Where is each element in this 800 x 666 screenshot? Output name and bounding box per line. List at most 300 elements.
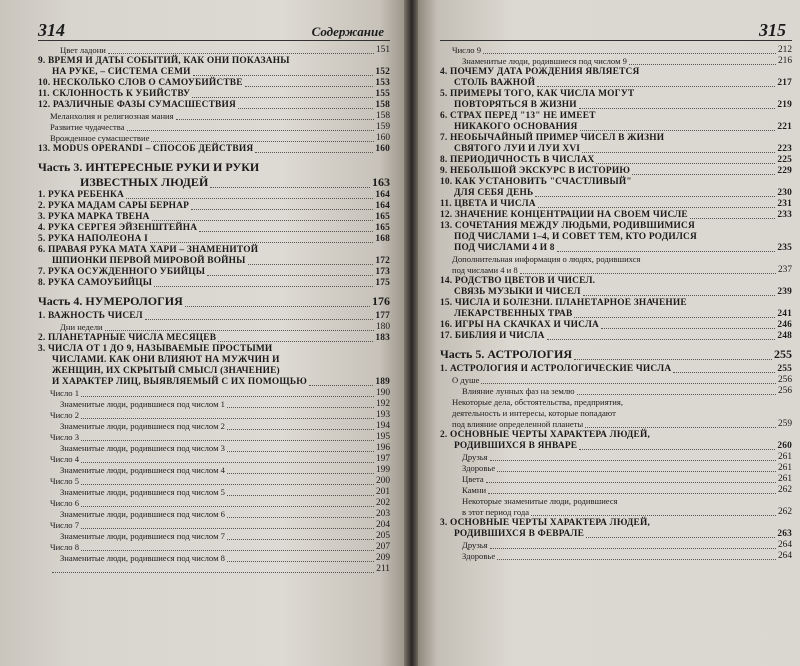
toc-entry-title: НА РУКЕ, – СИСТЕМА СЕМИ: [52, 67, 191, 77]
toc-entry-title: Знаменитые люди, родившиеся под числом 4: [60, 465, 225, 475]
dot-leader: [191, 209, 373, 210]
dot-leader: [52, 572, 374, 573]
dot-leader: [596, 163, 775, 164]
dot-leader: [547, 339, 776, 340]
toc-entry-title: НИКАКОГО ОСНОВАНИЯ: [454, 122, 578, 132]
right-toc-list: [440, 45, 792, 562]
toc-entry-page: 262: [777, 507, 792, 517]
toc-entry: [38, 122, 390, 133]
toc-entry: [440, 45, 792, 56]
toc-entry-title: 5. РУКА НАПОЛЕОНА I: [38, 234, 148, 244]
toc-entry: [440, 232, 792, 243]
toc-entry: [440, 265, 792, 276]
toc-entry-title: ПОД ЧИСЛАМИ 4 И 8: [454, 243, 555, 253]
toc-entry-title: Камни: [462, 485, 487, 495]
toc-entry: [440, 529, 792, 540]
toc-entry-title: Дни недели: [60, 322, 103, 332]
toc-entry-title: Число 7: [50, 520, 80, 530]
dot-leader: [497, 559, 776, 560]
toc-entry: [38, 344, 390, 355]
running-title: Содержание: [311, 24, 384, 39]
toc-entry: [38, 476, 390, 487]
toc-entry: [38, 498, 390, 509]
toc-entry-title: ЛЕКАРСТВЕННЫХ ТРАВ: [454, 309, 573, 319]
dot-leader: [145, 319, 374, 320]
toc-entry-title: 6. СТРАХ ПЕРЕД "13" НЕ ИМЕЕТ: [440, 111, 596, 121]
right-page: [418, 0, 800, 666]
toc-entry: [440, 133, 792, 144]
toc-entry-page: 255: [774, 347, 792, 361]
dot-leader: [152, 220, 374, 221]
right-page-header: [440, 0, 792, 41]
toc-entry-page: 264: [777, 540, 792, 550]
toc-entry: [38, 355, 390, 366]
dot-leader: [520, 273, 776, 274]
dot-leader: [185, 306, 370, 307]
toc-entry-title: ДЛЯ СЕБЯ ДЕНЬ: [454, 188, 534, 198]
toc-entry-title: 10. КАК УСТАНОВИТЬ "СЧАСТЛИВЫЙ": [440, 177, 632, 187]
toc-entry: [38, 245, 390, 256]
toc-entry: [38, 56, 390, 67]
dot-leader: [81, 418, 374, 419]
toc-entry-title: Число 2: [50, 410, 80, 420]
toc-entry-title: Знаменитые люди, родившиеся под числом 9: [462, 56, 627, 66]
toc-entry: [38, 278, 390, 289]
toc-entry-page: 152: [375, 67, 390, 77]
toc-entry-title: О душе: [452, 375, 480, 385]
toc-entry: [38, 45, 390, 56]
toc-entry-title: Знаменитые люди, родившиеся под числом 7: [60, 531, 225, 541]
toc-entry: [440, 375, 792, 386]
dot-leader: [238, 108, 373, 109]
toc-entry-title: под числами 4 и 8: [452, 265, 518, 275]
toc-entry-title: 3. ЧИСЛА ОТ 1 ДО 9, НАЗЫВАЕМЫЕ ПРОСТЫМИ: [38, 344, 273, 354]
dot-leader: [309, 385, 373, 386]
toc-entry-title: Знаменитые люди, родившиеся под числом 1: [60, 399, 225, 409]
dot-leader: [557, 251, 776, 252]
left-page-number: 314: [38, 20, 65, 40]
toc-entry-page: 197: [375, 454, 390, 464]
toc-entry-page: 168: [375, 234, 390, 244]
toc-entry-title: Число 5: [50, 476, 80, 486]
dot-leader: [580, 130, 776, 131]
toc-entry-page: 160: [375, 133, 390, 143]
toc-entry-title: 1. ВАЖНОСТЬ ЧИСЕЛ: [38, 311, 143, 321]
dot-leader: [585, 427, 776, 428]
dot-leader: [574, 359, 772, 360]
toc-entry: [38, 160, 390, 175]
toc-entry-page: 153: [375, 78, 390, 88]
toc-entry: [440, 89, 792, 100]
toc-entry-title: Дополнительная информация о людях, родившихся: [452, 254, 641, 264]
toc-entry: [440, 287, 792, 298]
dot-leader: [176, 119, 374, 120]
toc-entry: [440, 430, 792, 441]
toc-entry-title: 2. ОСНОВНЫЕ ЧЕРТЫ ХАРАКТЕРА ЛЮДЕЙ,: [440, 430, 651, 440]
toc-entry-title: 11. ЦВЕТА И ЧИСЛА: [440, 199, 536, 209]
toc-entry: [440, 67, 792, 78]
dot-leader: [255, 152, 373, 153]
dot-leader: [601, 328, 775, 329]
toc-entry-page: 201: [375, 487, 390, 497]
dot-leader: [490, 548, 776, 549]
toc-entry-page: 256: [777, 375, 792, 385]
toc-entry-page: 225: [777, 155, 792, 165]
toc-entry-page: 195: [375, 432, 390, 442]
toc-entry-page: 230: [777, 188, 792, 198]
toc-entry-title: Здоровье: [462, 551, 496, 561]
dot-leader: [227, 539, 374, 540]
toc-entry: [440, 210, 792, 221]
toc-entry-title: РОДИВШИХСЯ В ФЕВРАЛЕ: [454, 529, 585, 539]
toc-entry-page: 164: [375, 190, 390, 200]
toc-entry-title: 13. СОЧЕТАНИЯ МЕЖДУ ЛЮДЬМИ, РОДИВШИМИСЯ: [440, 221, 695, 231]
toc-entry-page: 200: [375, 476, 390, 486]
toc-entry: [38, 443, 390, 454]
toc-entry-title: Некоторые дела, обстоятельства, предприятия,: [452, 397, 623, 407]
toc-entry: [38, 294, 390, 309]
toc-entry-title: 3. ОСНОВНЫЕ ЧЕРТЫ ХАРАКТЕРА ЛЮДЕЙ,: [440, 518, 651, 528]
left-page-header: [38, 0, 390, 41]
left-toc-list: [38, 45, 390, 575]
toc-entry: [440, 100, 792, 111]
dot-leader: [629, 64, 776, 65]
dot-leader: [577, 394, 776, 395]
dot-leader: [248, 264, 374, 265]
toc-entry: [38, 78, 390, 89]
toc-entry: [38, 377, 390, 388]
toc-entry-page: 177: [375, 311, 390, 321]
toc-entry: [440, 122, 792, 133]
toc-entry: [38, 454, 390, 465]
toc-entry-page: 229: [777, 166, 792, 176]
toc-entry: [38, 190, 390, 201]
dot-leader: [690, 218, 775, 219]
toc-entry-title: Некоторые знаменитые люди, родившиеся: [462, 496, 618, 506]
toc-entry: [38, 89, 390, 100]
toc-entry: [440, 496, 792, 507]
toc-entry-title: Часть 5. АСТРОЛОГИЯ: [440, 347, 573, 361]
toc-entry-title: ПОВТОРЯТЬСЯ В ЖИЗНИ: [454, 100, 577, 110]
toc-entry-page: 259: [777, 419, 792, 429]
toc-entry: [440, 463, 792, 474]
dot-leader: [227, 429, 374, 430]
dot-leader: [531, 515, 776, 516]
toc-entry: [38, 487, 390, 498]
toc-entry-page: 217: [777, 78, 792, 88]
toc-entry: [38, 234, 390, 245]
dot-leader: [207, 275, 373, 276]
toc-entry-page: 261: [777, 474, 792, 484]
toc-entry-page: 165: [375, 212, 390, 222]
toc-entry: [440, 78, 792, 89]
toc-entry: [440, 551, 792, 562]
toc-entry-page: 160: [375, 144, 390, 154]
toc-entry-page: 212: [777, 45, 792, 55]
dot-leader: [538, 207, 776, 208]
toc-entry-title: 17. БИБЛИЯ И ЧИСЛА: [440, 331, 545, 341]
dot-leader: [673, 372, 775, 373]
toc-entry-page: 165: [375, 223, 390, 233]
dot-leader: [227, 407, 374, 408]
dot-leader: [218, 341, 373, 342]
toc-entry: [38, 542, 390, 553]
toc-entry: [440, 243, 792, 254]
toc-entry-page: 241: [777, 309, 792, 319]
toc-entry-title: Число 8: [50, 542, 80, 552]
toc-entry: [38, 421, 390, 432]
toc-entry-title: 4. ПОЧЕМУ ДАТА РОЖДЕНИЯ ЯВЛЯЕТСЯ: [440, 67, 640, 77]
dot-leader: [488, 493, 776, 494]
dot-leader: [535, 196, 775, 197]
toc-entry-page: 183: [375, 333, 390, 343]
toc-entry: [38, 212, 390, 223]
toc-entry: [440, 518, 792, 529]
toc-entry-title: Цвет ладони: [60, 45, 106, 55]
toc-entry: [38, 133, 390, 144]
dot-leader: [192, 97, 373, 98]
toc-entry: [38, 399, 390, 410]
toc-entry: [440, 386, 792, 397]
dot-leader: [210, 187, 370, 188]
toc-entry-page: 264: [777, 551, 792, 561]
toc-entry-page: 151: [375, 45, 390, 55]
toc-entry-title: ШПИОНКИ ПЕРВОЙ МИРОВОЙ ВОЙНЫ: [52, 256, 246, 266]
toc-entry-page: 246: [777, 320, 792, 330]
book-gutter: [404, 0, 418, 666]
toc-entry-page: 196: [375, 443, 390, 453]
right-page-number: 315: [759, 20, 786, 40]
toc-entry-title: Знаменитые люди, родившиеся под числом 6: [60, 509, 225, 519]
toc-entry-page: 262: [777, 485, 792, 495]
toc-entry-title: 3. РУКА МАРКА ТВЕНА: [38, 212, 150, 222]
toc-entry: [440, 298, 792, 309]
dot-leader: [127, 130, 374, 131]
toc-entry: [38, 366, 390, 377]
toc-entry: [440, 452, 792, 463]
toc-entry-title: 8. ПЕРИОДИЧНОСТЬ В ЧИСЛАХ: [440, 155, 595, 165]
toc-entry: [440, 177, 792, 188]
toc-entry: [440, 331, 792, 342]
toc-entry-page: 192: [375, 399, 390, 409]
toc-entry-title: РОДИВШИХСЯ В ЯНВАРЕ: [454, 441, 578, 451]
toc-entry-title: 9. НЕБОЛЬШОЙ ЭКСКУРС В ИСТОРИЮ: [440, 166, 631, 176]
toc-entry-page: 175: [375, 278, 390, 288]
toc-entry-page: 189: [375, 377, 390, 387]
toc-entry-title: 7. РУКА ОСУЖДЕННОГО УБИЙЦЫ: [38, 267, 206, 277]
toc-entry: [440, 408, 792, 419]
toc-entry: [440, 111, 792, 122]
toc-entry-page: 235: [777, 243, 792, 253]
toc-entry-title: под влияние определенной планеты: [452, 419, 584, 429]
toc-entry-title: 9. ВРЕМЯ И ДАТЫ СОБЫТИЙ, КАК ОНИ ПОКАЗАНЫ: [38, 56, 290, 66]
toc-entry-title: 12. ЗНАЧЕНИЕ КОНЦЕНТРАЦИИ НА СВОЕМ ЧИСЛЕ: [440, 210, 688, 220]
dot-leader: [81, 506, 374, 507]
toc-entry: [38, 175, 390, 190]
toc-entry: [38, 333, 390, 344]
toc-entry-page: 158: [375, 111, 390, 121]
dot-leader: [574, 317, 775, 318]
toc-entry: [38, 256, 390, 267]
toc-entry-page: 248: [777, 331, 792, 341]
toc-entry-title: 1. АСТРОЛОГИЯ И АСТРОЛОГИЧЕСКИЕ ЧИСЛА: [440, 364, 672, 374]
dot-leader: [108, 53, 374, 54]
dot-leader: [583, 295, 776, 296]
toc-entry-title: 15. ЧИСЛА И БОЛЕЗНИ. ПЛАНЕТАРНОЕ ЗНАЧЕНИЕ: [440, 298, 687, 308]
toc-entry-title: 14. РОДСТВО ЦВЕТОВ И ЧИСЕЛ.: [440, 276, 596, 286]
toc-entry: [38, 410, 390, 421]
toc-entry-title: ЖЕНЩИН, ИХ СКРЫТЫЙ СМЫСЛ (ЗНАЧЕНИЕ): [52, 366, 280, 376]
toc-entry-title: 5. ПРИМЕРЫ ТОГО, КАК ЧИСЛА МОГУТ: [440, 89, 635, 99]
toc-entry-page: 261: [777, 463, 792, 473]
toc-entry-page: 221: [777, 122, 792, 132]
toc-entry-title: Число 9: [452, 45, 482, 55]
toc-entry: [440, 320, 792, 331]
toc-entry-title: 1. РУКА РЕБЕНКА: [38, 190, 124, 200]
toc-entry: [440, 364, 792, 375]
toc-entry-title: 2. РУКА МАДАМ САРЫ БЕРНАР: [38, 201, 190, 211]
toc-entry-page: 180: [375, 322, 390, 332]
toc-entry-title: И ХАРАКТЕР ЛИЦ, ВЫЯВЛЯЕМЫЙ С ИХ ПОМОЩЬЮ: [52, 377, 308, 387]
toc-entry: [38, 564, 390, 575]
toc-entry-page: 193: [375, 410, 390, 420]
toc-entry: [440, 485, 792, 496]
toc-entry-page: 172: [375, 256, 390, 266]
dot-leader: [126, 198, 373, 199]
toc-entry: [38, 509, 390, 520]
dot-leader: [582, 152, 775, 153]
toc-entry-title: ИЗВЕСТНЫХ ЛЮДЕЙ: [80, 175, 209, 189]
dot-leader: [537, 86, 775, 87]
toc-entry: [38, 111, 390, 122]
toc-entry: [440, 474, 792, 485]
toc-entry: [440, 166, 792, 177]
dot-leader: [81, 528, 374, 529]
dot-leader: [81, 396, 374, 397]
dot-leader: [81, 484, 374, 485]
toc-entry-page: 209: [375, 553, 390, 563]
dot-leader: [245, 86, 374, 87]
toc-entry-title: Число 1: [50, 388, 80, 398]
toc-entry-title: Знаменитые люди, родившиеся под числом 5: [60, 487, 225, 497]
toc-entry-title: СВЯЗЬ МУЗЫКИ И ЧИСЕЛ: [454, 287, 581, 297]
toc-entry-title: СТОЛЬ ВАЖНОЙ: [454, 78, 536, 88]
toc-entry-page: 159: [375, 122, 390, 132]
toc-entry: [440, 397, 792, 408]
toc-entry: [38, 322, 390, 333]
toc-entry-title: Друзья: [462, 540, 488, 550]
toc-entry: [440, 347, 792, 362]
toc-entry-title: деятельность и интересы, которые попадают: [452, 408, 616, 418]
toc-entry: [38, 67, 390, 78]
dot-leader: [490, 460, 776, 461]
dot-leader: [105, 330, 374, 331]
toc-entry: [38, 201, 390, 212]
toc-entry: [440, 199, 792, 210]
toc-entry: [440, 155, 792, 166]
dot-leader: [150, 242, 373, 243]
dot-leader: [81, 440, 374, 441]
dot-leader: [199, 231, 373, 232]
toc-entry: [38, 100, 390, 111]
dot-leader: [579, 108, 776, 109]
toc-entry-page: 223: [777, 144, 792, 154]
toc-entry: [440, 188, 792, 199]
toc-entry-title: 12. РАЗЛИЧНЫЕ ФАЗЫ СУМАСШЕСТВИЯ: [38, 100, 236, 110]
toc-entry-page: 199: [375, 465, 390, 475]
dot-leader: [81, 550, 374, 551]
toc-entry-title: Число 6: [50, 498, 80, 508]
dot-leader: [586, 537, 775, 538]
toc-entry-title: Число 3: [50, 432, 80, 442]
dot-leader: [81, 462, 374, 463]
toc-entry: [440, 441, 792, 452]
toc-entry-page: 216: [777, 56, 792, 66]
toc-entry-page: 163: [372, 175, 390, 189]
toc-entry: [38, 520, 390, 531]
dot-leader: [579, 449, 775, 450]
toc-entry: [38, 531, 390, 542]
toc-entry: [440, 276, 792, 287]
toc-entry: [38, 465, 390, 476]
toc-entry-page: 261: [777, 452, 792, 462]
dot-leader: [227, 451, 374, 452]
toc-entry: [440, 419, 792, 430]
toc-entry-title: Здоровье: [462, 463, 496, 473]
toc-entry-page: 237: [777, 265, 792, 275]
toc-entry-page: 207: [375, 542, 390, 552]
toc-entry-page: 155: [375, 89, 390, 99]
dot-leader: [151, 141, 374, 142]
dot-leader: [227, 517, 374, 518]
toc-entry-title: 13. MODUS OPERANDI – СПОСОБ ДЕЙСТВИЯ: [38, 144, 254, 154]
toc-entry-page: 158: [375, 100, 390, 110]
toc-entry-page: 205: [375, 531, 390, 541]
dot-leader: [227, 473, 374, 474]
toc-entry-page: 204: [375, 520, 390, 530]
toc-entry: [440, 507, 792, 518]
toc-entry-page: 202: [375, 498, 390, 508]
dot-leader: [227, 495, 374, 496]
toc-entry-title: Знаменитые люди, родившиеся под числом 2: [60, 421, 225, 431]
dot-leader: [483, 53, 776, 54]
dot-leader: [497, 471, 776, 472]
toc-entry-title: 11. СКЛОННОСТЬ К УБИЙСТВУ: [38, 89, 191, 99]
toc-entry-page: 233: [777, 210, 792, 220]
toc-entry-title: Меланхолия и религиозная мания: [50, 111, 174, 121]
toc-entry-page: 231: [777, 199, 792, 209]
dot-leader: [193, 75, 374, 76]
toc-entry: [440, 254, 792, 265]
toc-entry-title: Часть 4. НУМЕРОЛОГИЯ: [38, 294, 183, 308]
toc-entry-page: 211: [376, 564, 390, 574]
toc-entry-page: 176: [372, 294, 390, 308]
toc-entry-title: Знаменитые люди, родившиеся под числом 3: [60, 443, 225, 453]
toc-entry: [38, 388, 390, 399]
toc-entry-title: Число 4: [50, 454, 80, 464]
toc-entry-title: Развитие чудачества: [50, 122, 125, 132]
toc-entry-title: 16. ИГРЫ НА СКАЧКАХ И ЧИСЛА: [440, 320, 599, 330]
dot-leader: [632, 174, 775, 175]
toc-entry-page: 194: [375, 421, 390, 431]
toc-entry-page: 219: [777, 100, 792, 110]
toc-entry: [38, 223, 390, 234]
toc-entry: [38, 311, 390, 322]
toc-entry-page: 256: [777, 386, 792, 396]
toc-entry-title: Друзья: [462, 452, 488, 462]
toc-entry-title: ПОД ЧИСЛАМИ 1–4, И СОВЕТ ТЕМ, КТО РОДИЛСЯ: [454, 232, 697, 242]
toc-entry: [440, 221, 792, 232]
